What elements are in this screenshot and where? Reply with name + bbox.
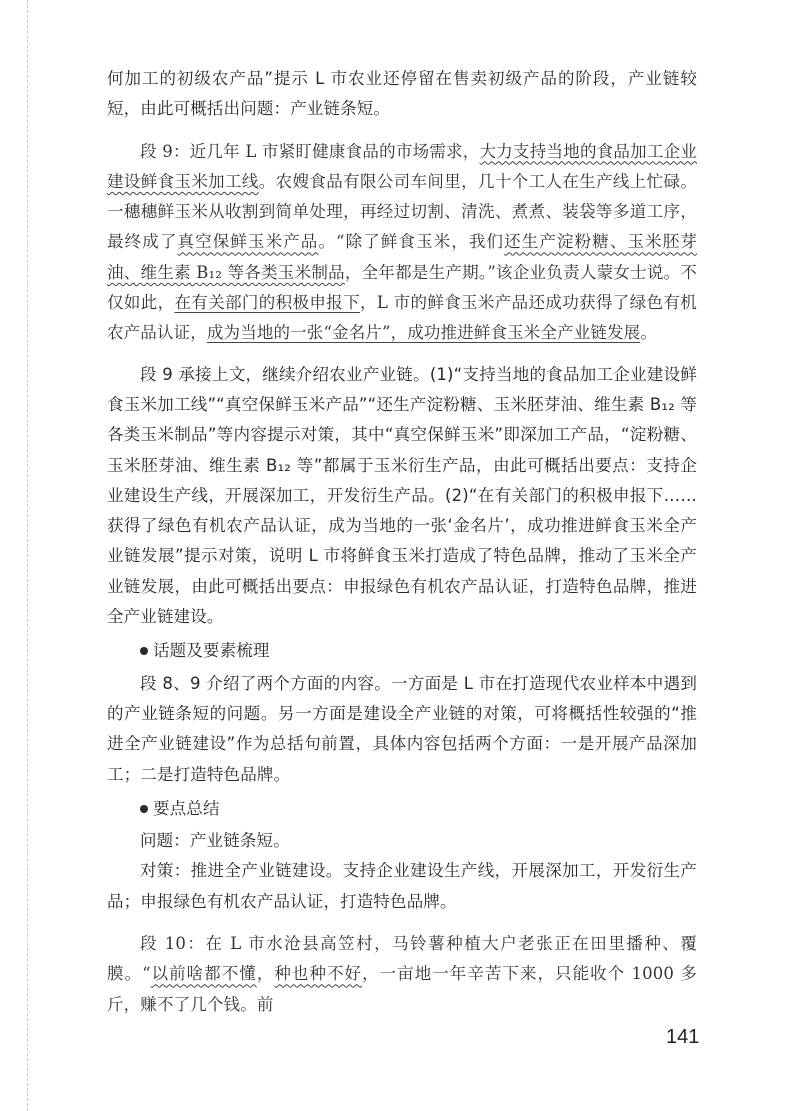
segment-9-text: 。 — [640, 323, 657, 343]
segment-9-text: ，全年都是生产期。”该企业负责人蒙女士说。不仅如此， — [107, 262, 697, 313]
topic-heading-text: 话题及要素梳理 — [153, 641, 270, 661]
segment-10-text: ，一亩地一年辛苦下来，只能收个 1000 多斤，赚不了几个钱。前 — [107, 964, 698, 1014]
topic-heading — [107, 636, 697, 666]
segment-9-underline-2: 真空保鲜玉米产品 — [177, 232, 319, 252]
segment-10-paragraph — [107, 929, 697, 1020]
bullet-icon — [140, 805, 148, 813]
segment-9-paragraph — [107, 137, 697, 349]
segment-9-underline-1: 大力支持当地的食品加工企业建设鲜食玉米加工线 — [107, 141, 698, 191]
summary-heading — [107, 794, 697, 824]
segment-10-underline-2: 种也种不好 — [274, 964, 363, 984]
summary-solution: 对策：推进全产业链建设。支持企业建设生产线，开展深加工，开发衍生产品；申报绿色有机农产品认证，打造特色品牌。 — [107, 861, 697, 911]
segment-9-text: ，L 市的鲜食玉米产品还成功获得了绿色有机农产品认证， — [107, 293, 697, 343]
segment-9-text: 。“除了鲜食玉米，我们 — [318, 232, 505, 252]
segment-9-underline-5: 成为当地的一张“金名片”，成功推进鲜食玉米全产业链发展 — [206, 323, 641, 343]
segment-9-underline-4: 在有关部门的积极申报下 — [174, 293, 361, 313]
segment-10-underline-1: 以前啥都不懂 — [150, 964, 257, 984]
intro-paragraph: 何加工的初级农产品”提示 L 市农业还停留在售卖初级产品的阶段，产业链较短，由此可概括出问题：产业链条短。 — [107, 69, 697, 119]
topic-paragraph: 段 8、9 介绍了两个方面的内容。一方面是 L 市在打造现代农业样本中遇到的产业链条短的问题。另一方面是建设全产业链的对策，可将概括性较强的“推进全产业链建设”作为总括句前置，具体内容包括两个方面：一是开展产品深加工；二是打造特色品牌。 — [107, 673, 697, 784]
segment-9-text: 。农嫂食品有限公司车间里，几十个工人在生产线上忙碌。一穗穗鲜玉米从收割到简单处理，再经过切割、清洗、煮煮、装袋等多道工序，最终成了 — [107, 171, 697, 252]
page-number: 141 — [666, 1026, 700, 1048]
segment-9-text: 段 9：近几年 L 市紧盯健康食品的市场需求， — [140, 141, 480, 161]
segment-9-analysis: 段 9 承接上文，继续介绍农业产业链。(1)“支持当地的食品加工企业建设鲜食玉米加工线”“真空保鲜玉米产品”“还生产淀粉糖、玉米胚芽油、维生素 B₁₂ 等各类玉米制品”等内容提示对策，其中“真空保鲜玉米”即深加工产品，“淀粉糖、玉米胚芽油、维生素 B₁₂ 等”都属于玉米衍生产品，由此可概括出要点：支持企业建设生产线，开展深加工，开发衍生产品。(2)“在有关部门的积极申报下……获得了绿色有机农产品认证，成为当地的一张‘金名片’，成功推进鲜食玉米全产业链发展”提示对策，说明 L 市将鲜食玉米打造成了特色品牌，推动了玉米全产业链发展，由此可概括出要点：申报绿色有机农产品认证，打造特色品牌，推进全产业链建设。 — [107, 364, 697, 627]
bullet-icon — [140, 647, 148, 655]
page-content — [107, 64, 697, 1020]
binding-margin-line — [27, 0, 28, 1111]
segment-9-underline-3: 还生产淀粉糖、玉米胚芽油、维生素 B₁₂ 等各类玉米制品 — [107, 232, 698, 282]
summary-heading-text: 要点总结 — [153, 798, 220, 818]
segment-10-text: 段 10：在 L 市水沧县高笠村，马铃薯种植大户老张正在田里播种、覆膜。“ — [107, 934, 697, 984]
summary-problem: 问题：产业链条短。 — [140, 831, 290, 851]
segment-10-text: ， — [256, 964, 275, 984]
